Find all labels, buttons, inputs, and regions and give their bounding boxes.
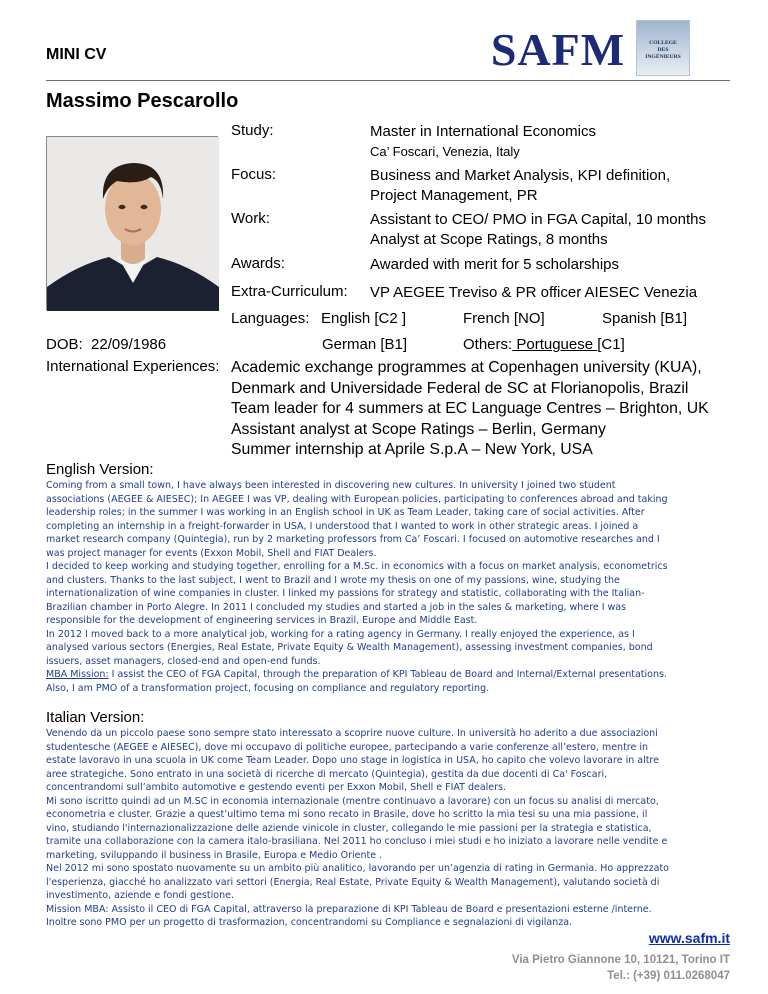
study-label: Study:	[231, 122, 274, 139]
international-item: Assistant analyst at Scope Ratings – Berlin, Germany	[231, 420, 606, 438]
english-line: Brazilian chamber in Porto Alegre. In 2011 I concluded my studies and started a job in the sales & marketing, where I was	[46, 601, 627, 613]
italian-line: investimento, aziende e fondi gestione.	[46, 890, 234, 901]
italian-line: concentrandomi sull’ambito automotive e gestendo eventi per Exxon Mobil, Shell e FIAT dealers.	[46, 782, 507, 793]
language-french: French [NO]	[463, 310, 545, 327]
english-line: was project manager for events (Exxon Mobil, Shell and FIAT Dealers.	[46, 547, 377, 559]
language-portuguese: Portuguese	[512, 336, 598, 353]
english-line: and clusters. Thanks to the last subject, I went to Brazil and I wrote my thesis on one of my passions, wine, studying the	[46, 574, 620, 586]
dob	[46, 336, 166, 353]
italian-line: Inoltre sono PMO per un progetto di trasformazion, concentrandomi su Compliance e segnalazioni di vigilanza.	[46, 917, 573, 928]
italian-line: l'esperienza, giacché ho analizzato vari settori (Energia, Real Estate, Private Equity & Wealth Management), valutando società di	[46, 876, 660, 888]
website-link[interactable]: www.safm.it	[648, 930, 730, 946]
language-others-label: Others:	[463, 336, 513, 353]
italian-version-title: Italian Version:	[46, 709, 145, 726]
english-line: In 2012 I moved back to a more analytical job, working for a rating agency in Germany. I really enjoyed the experience, as I	[46, 628, 635, 640]
college-logo	[636, 20, 690, 76]
profile-photo	[46, 136, 218, 310]
footer-phone: Tel.: (+39) 011.0268047	[607, 970, 730, 982]
international-label: International Experiences:	[46, 358, 220, 375]
study-school: Ca’ Foscari, Venezia, Italy	[370, 144, 520, 159]
languages-label: Languages:	[231, 310, 310, 327]
footer-address: Via Pietro Giannone 10, 10121, Torino IT	[511, 954, 730, 966]
english-line: associations (AEGEE & AIESEC); In AEGEE I was VP, dealing with European policies, participating to conferences abroad and taking	[46, 493, 668, 505]
english-line: analysed various sectors (Energies, Real Estate, Private Equity & Wealth Management), assessing investment companies, bond	[46, 642, 653, 653]
international-list	[231, 358, 709, 461]
college-logo-line-2: DES	[657, 47, 669, 53]
italian-line: Nel 2012 mi sono spostato nuovamente su un ambito più analitico, lavorando per un’agenzia di rating in Germania. Ho apprezzato	[46, 863, 669, 874]
english-line: market research company (Quintegia), run by 2 marketing professors from Ca’ Foscari. I focused on automotive researches and I	[46, 534, 660, 545]
italian-line: marketing, sviluppando il business in Brasile, Europa e Medio Oriente .	[46, 849, 383, 861]
awards-label: Awards:	[231, 255, 285, 272]
work-line-2: Analyst at Scope Ratings, 8 months	[370, 231, 608, 248]
mba-mission-label: MBA Mission:	[46, 669, 109, 680]
international-item: Academic exchange programmes at Copenhagen university (KUA),	[231, 359, 702, 376]
focus-label: Focus:	[231, 166, 277, 183]
mba-mission-text: I assist the CEO of FGA Capital, through the preparation of KPI Tableau de Board and Internal/External presentations.	[108, 669, 667, 680]
italian-line: Mission MBA: Assisto il CEO di FGA Capital, attraverso la preparazione di KPI Tableau de Board e presentazioni esterne /interne.	[46, 903, 652, 915]
study-value	[370, 122, 596, 162]
english-mission-line	[46, 668, 736, 682]
italian-line: tramite una collaborazione con la camera italo-brasiliana. Nel 2011 ho concluso i miei studi e ho iniziato a lavorare nelle vendite e	[46, 836, 668, 847]
work-value	[370, 210, 706, 250]
english-line: issuers, asset managers, closed-end and open-end funds.	[46, 655, 321, 667]
language-english: English [C2 ]	[321, 310, 407, 327]
italian-line: Mi sono iscritto quindi ad un M.SC in economia internazionale (mentre continuavo a lavorare) con un focus su analisi di mercato,	[46, 795, 659, 807]
safm-logo	[490, 24, 626, 75]
english-line: responsible for the development of engineering services in Brazil, Europe and Middle East.	[46, 615, 478, 626]
international-item: Denmark and Universidade Federal de SC at Florianopolis, Brazil	[231, 379, 689, 397]
international-item: Summer internship at Aprile S.p.A – New York, USA	[231, 441, 593, 458]
english-line: I decided to keep working and studying together, enrolling for a M.Sc. in economics with a focus on market analysis, econometrics	[46, 561, 668, 572]
english-version-title: English Version:	[46, 461, 154, 478]
header-divider	[46, 80, 730, 81]
language-german: German [B1]	[322, 336, 408, 353]
person-name: Massimo Pescarollo	[46, 90, 239, 112]
doc-header-label: MINI CV	[46, 46, 107, 63]
awards-value: Awarded with merit for 5 scholarships	[370, 256, 619, 273]
language-spanish: Spanish [B1]	[602, 310, 688, 327]
italian-line: vino, studiando l'internazionalizzazione delle aziende vinicole in cluster, collegando le mie passioni per la strategia e statistica,	[46, 822, 652, 834]
work-label: Work:	[231, 210, 270, 227]
english-line: Also, I am PMO of a transformation project, focusing on compliance and regulatory reporting.	[46, 682, 490, 694]
italian-line: studentesche (AEGEE e AIESEC), dove mi occupavo di politiche europee, partecipando a varie conferenze all’estero, mentre in	[46, 741, 649, 753]
italian-line: econometria e cluster. Grazie a quest’ultimo tema mi sono recato in Brasile, dove ho scritto la mia tesi su una mia passione, il	[46, 809, 648, 820]
college-logo-line-1: COLLEGE	[649, 40, 677, 46]
extra-curriculum-label: Extra-Curriculum:	[231, 283, 348, 300]
dob-label: DOB:	[46, 336, 83, 353]
dob-value: 22/09/1986	[91, 336, 167, 353]
international-item: Team leader for 4 summers at EC Language Centres – Brighton, UK	[231, 400, 709, 417]
college-logo-line-3: INGÉNIEURS	[645, 54, 681, 60]
english-line: leadership roles; in the summer I was working in an English school in UK as Team Leader, taking care of social activities. After	[46, 507, 645, 518]
italian-version-text	[46, 727, 736, 930]
english-line: completing an internship in a freight-forwarder in USA, I understood that I wanted to work in other strategic areas. I joined a	[46, 520, 639, 532]
italian-line: Venendo da un piccolo paese sono sempre stato interessato a scoprire nuove culture. In università ho aderito a due associazioni	[46, 728, 658, 739]
work-line-1: Assistant to CEO/ PMO in FGA Capital, 10 months	[370, 211, 706, 228]
english-line: internationalization of wine companies in cluster. I linked my passions for strategy and statistic, collaborating with the Italian-	[46, 588, 645, 599]
english-line: Coming from a small town, I have always been interested in discovering new cultures. In university I joined two student	[46, 480, 616, 491]
safm-logo-text: SAFM	[490, 24, 626, 75]
focus-line-1: Business and Market Analysis, KPI definition,	[370, 167, 671, 184]
italian-line: aree strategiche. Sono entrato in una società di ricerche di mercato (Quintegia), gestita da due docenti di Ca' Foscari,	[46, 768, 608, 780]
english-version-text	[46, 479, 736, 695]
focus-value	[370, 166, 670, 206]
language-others	[463, 336, 625, 353]
focus-line-2: Project Management, PR	[370, 187, 538, 204]
study-degree: Master in International Economics	[370, 123, 596, 140]
italian-line: estate lavoravo in una scuola in UK come Team Leader. Dopo uno stage in logistica in USA, ho capito che volevo lavorare in altre	[46, 755, 659, 766]
extra-curriculum-value: VP AEGEE Treviso & PR officer AIESEC Venezia	[370, 284, 698, 301]
language-portuguese-level: [C1]	[597, 336, 625, 353]
